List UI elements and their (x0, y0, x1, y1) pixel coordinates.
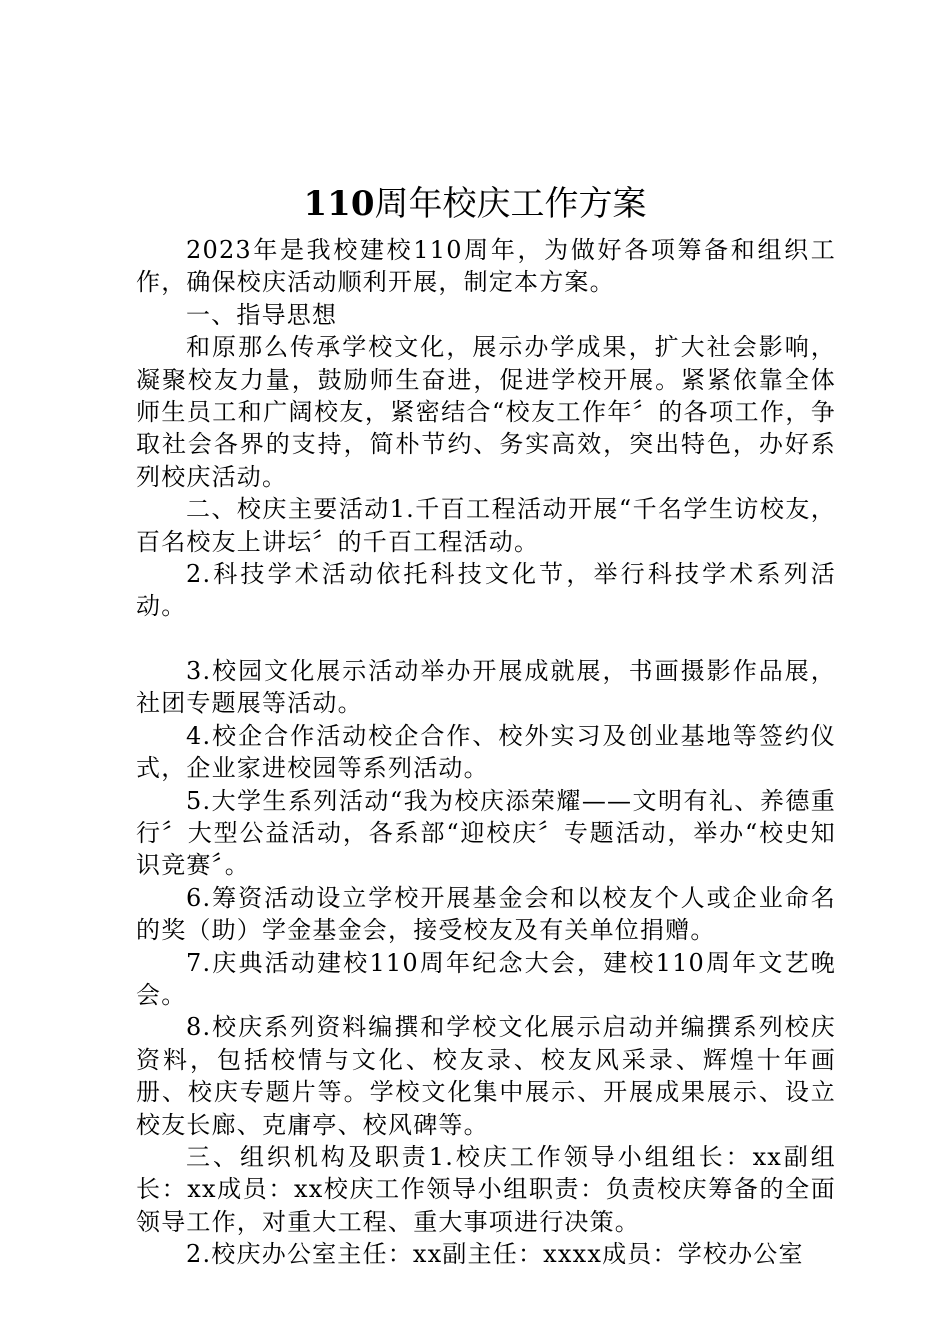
paragraph-activity-5: 5.大学生系列活动“我为校庆添荣耀——文明有礼、养德重行〞大型公益活动，各系部“迎校庆〞专题活动，举办“校史知识竞赛〞。 (136, 786, 836, 880)
paragraph-guiding-ideology: 和原那么传承学校文化，展示办学成果，扩大社会影响，凝聚校友力量，鼓励师生奋进，促进学校开展。紧紧依靠全体师生员工和广阔校友，紧密结合“校友工作年〞的各项工作，争取社会各界的支持，简朴节约、务实高效，突出特色，办好系列校庆活动。 (136, 333, 836, 491)
paragraph-activity-6: 6.筹资活动设立学校开展基金会和以校友个人或企业命名的奖（助）学金基金会，接受校友及有关单位捐赠。 (136, 883, 836, 945)
paragraph-activity-4: 4.校企合作活动校企合作、校外实习及创业基地等签约仪式，企业家进校园等系列活动。 (136, 721, 836, 783)
paragraph-organization-2: 2.校庆办公室主任：xx副主任：xxxx成员：学校办公室 (186, 1240, 804, 1269)
title-text: 周年校庆工作方案 (374, 184, 647, 224)
paragraph-intro: 2023年是我校建校110周年，为做好各项筹备和组织工作，确保校庆活动顺利开展，制定本方案。 (136, 236, 836, 297)
paragraph-activity-7: 7.庆典活动建校110周年纪念大会，建校110周年文艺晚会。 (136, 948, 836, 1009)
document-title (0, 180, 950, 228)
heading-guiding-ideology: 一、指导思想 (186, 300, 338, 329)
paragraph-activity-3: 3.校园文化展示活动举办开展成就展，书画摄影作品展，社团专题展等活动。 (136, 656, 836, 718)
blank-line (136, 623, 836, 655)
paragraph-organization-1: 三、组织机构及职责1.校庆工作领导小组组长：xx副组长：xx成员：xx校庆工作领导小组职责：负责校庆筹备的全面领导工作，对重大工程、重大事项进行决策。 (136, 1142, 836, 1236)
paragraph-activity-8: 8.校庆系列资料编撰和学校文化展示启动并编撰系列校庆资料，包括校情与文化、校友录、校友风采录、辉煌十年画册、校庆专题片等。学校文化集中展示、开展成果展示、设立校友长廊、克庸亭、校风碑等。 (136, 1013, 836, 1139)
document-body (136, 234, 836, 1271)
paragraph-activity-2: 2.科技学术活动依托科技文化节，举行科技学术系列活动。 (136, 560, 836, 621)
title-number: 110 (303, 184, 375, 224)
paragraph-main-activities-1: 二、校庆主要活动1.千百工程活动开展“千名学生访校友，百名校友上讲坛〞的千百工程活动。 (136, 495, 836, 556)
